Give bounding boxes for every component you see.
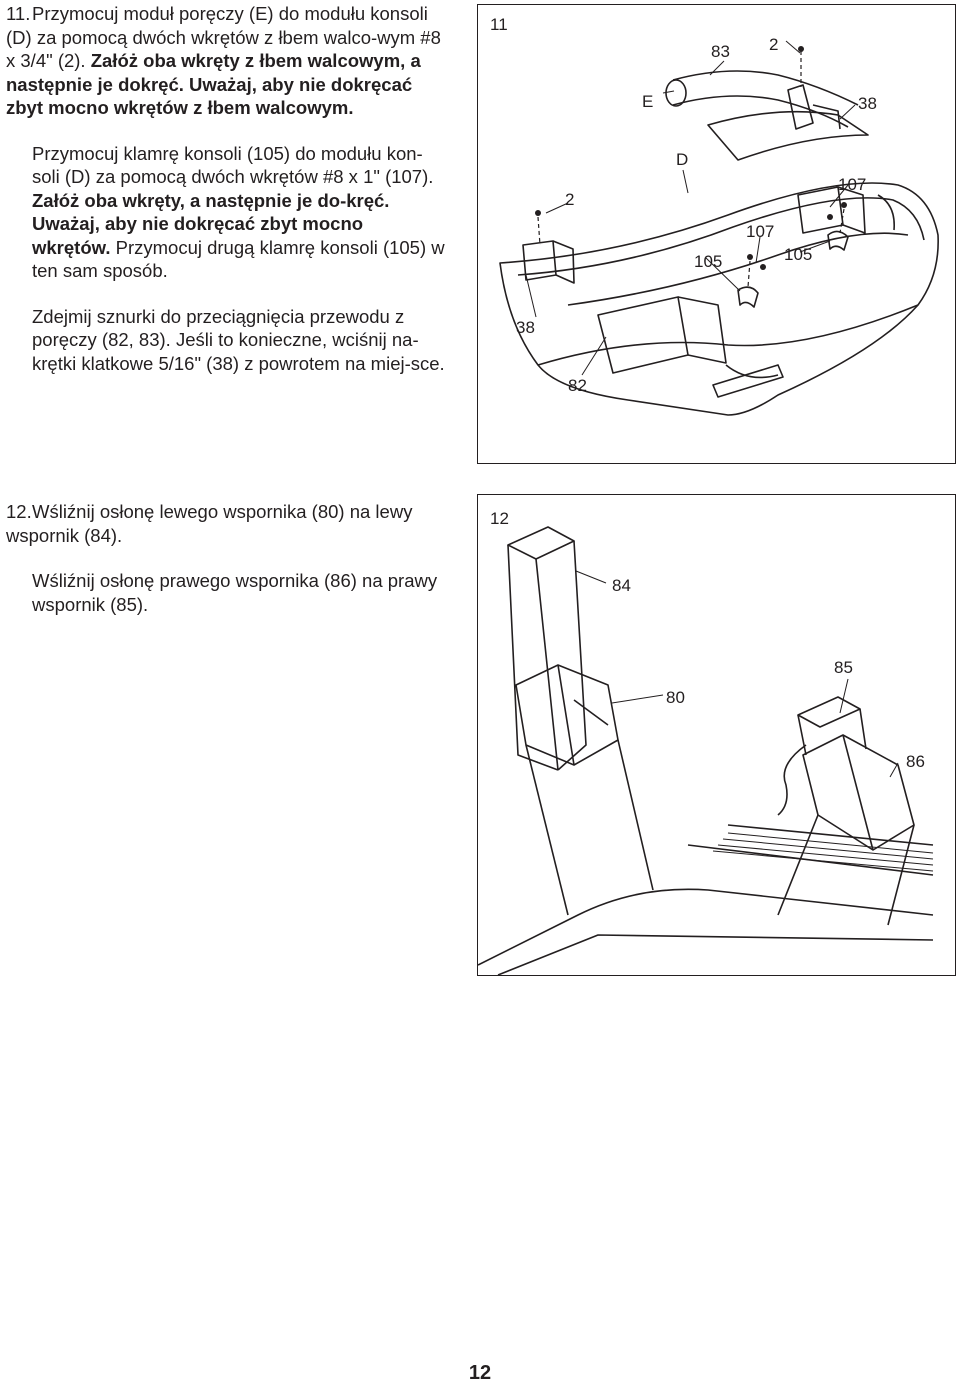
callout-D: D xyxy=(676,150,689,169)
callout-E: E xyxy=(642,92,654,111)
uprights-drawing xyxy=(478,495,955,975)
page-number: 12 xyxy=(468,1362,492,1384)
callout-83: 83 xyxy=(711,42,730,61)
step-11-paragraph-3: Zdejmij sznurki do przeciągnięcia przewodu z poręczy (82, 83). Jeśli to konieczne, wciśnij na-krętki klatkowe 5/16" (38) z powrotem na miej-sce. xyxy=(32,305,445,374)
step-12-p1-text: Wśliźnij osłonę lewego wspornika (80) na lewy wspornik (84). xyxy=(6,501,413,546)
console-assembly-drawing xyxy=(478,5,955,463)
figure-11-number: 11 xyxy=(490,15,508,34)
callout-105-right: 105 xyxy=(784,245,813,264)
callout-107-right: 107 xyxy=(838,175,867,194)
callout-2-left: 2 xyxy=(565,190,575,209)
figure-12 xyxy=(477,494,956,976)
callout-107-mid: 107 xyxy=(746,222,775,241)
step-11-p1-text: Przymocuj moduł poręczy (E) do modułu konsoli (D) za pomocą dwóch wkrętów z łbem walco-wym #8 x 3/4" (2). xyxy=(6,3,441,71)
callout-84: 84 xyxy=(612,576,631,595)
step-11-paragraph-1 xyxy=(6,2,446,120)
callout-82: 82 xyxy=(568,376,587,395)
callout-38-bottom: 38 xyxy=(516,318,535,337)
step-11-p2-text-end: Przymocuj drugą klamrę konsoli (105) w ten sam sposób. xyxy=(32,236,445,281)
step-12-paragraph-1 xyxy=(6,500,446,547)
step-11-paragraph-2 xyxy=(6,142,446,283)
step-11-text xyxy=(6,2,446,375)
callout-38-top: 38 xyxy=(858,94,877,113)
callout-86: 86 xyxy=(906,752,925,771)
step-11-p1-bold: Załóż oba wkręty z łbem walcowym, a następnie je dokręć. Uważaj, aby nie dokręcać zbyt mocno wkrętów z łbem walcowym. xyxy=(6,50,421,118)
figure-12-number: 12 xyxy=(490,509,509,528)
callout-85: 85 xyxy=(834,658,853,677)
callout-105-left: 105 xyxy=(694,252,723,271)
figure-11 xyxy=(477,4,956,464)
callout-80: 80 xyxy=(666,688,685,707)
step-11-number: 11. xyxy=(6,3,31,24)
step-11-p2-text: Przymocuj klamrę konsoli (105) do modułu kon-soli (D) za pomocą dwóch wkrętów #8 x 1" (107). xyxy=(32,142,434,187)
step-12-number: 12. xyxy=(6,501,32,522)
step-12-paragraph-2: Wśliźnij osłonę prawego wspornika (86) na prawy wspornik (85). xyxy=(32,570,438,615)
step-11-p2-bold: Załóż oba wkręty, a następnie je do-kręć. Uważaj, aby nie dokręcać zbyt mocno wkrętów. xyxy=(32,189,390,258)
step-12-text xyxy=(6,500,446,616)
callout-2-top: 2 xyxy=(769,35,779,54)
